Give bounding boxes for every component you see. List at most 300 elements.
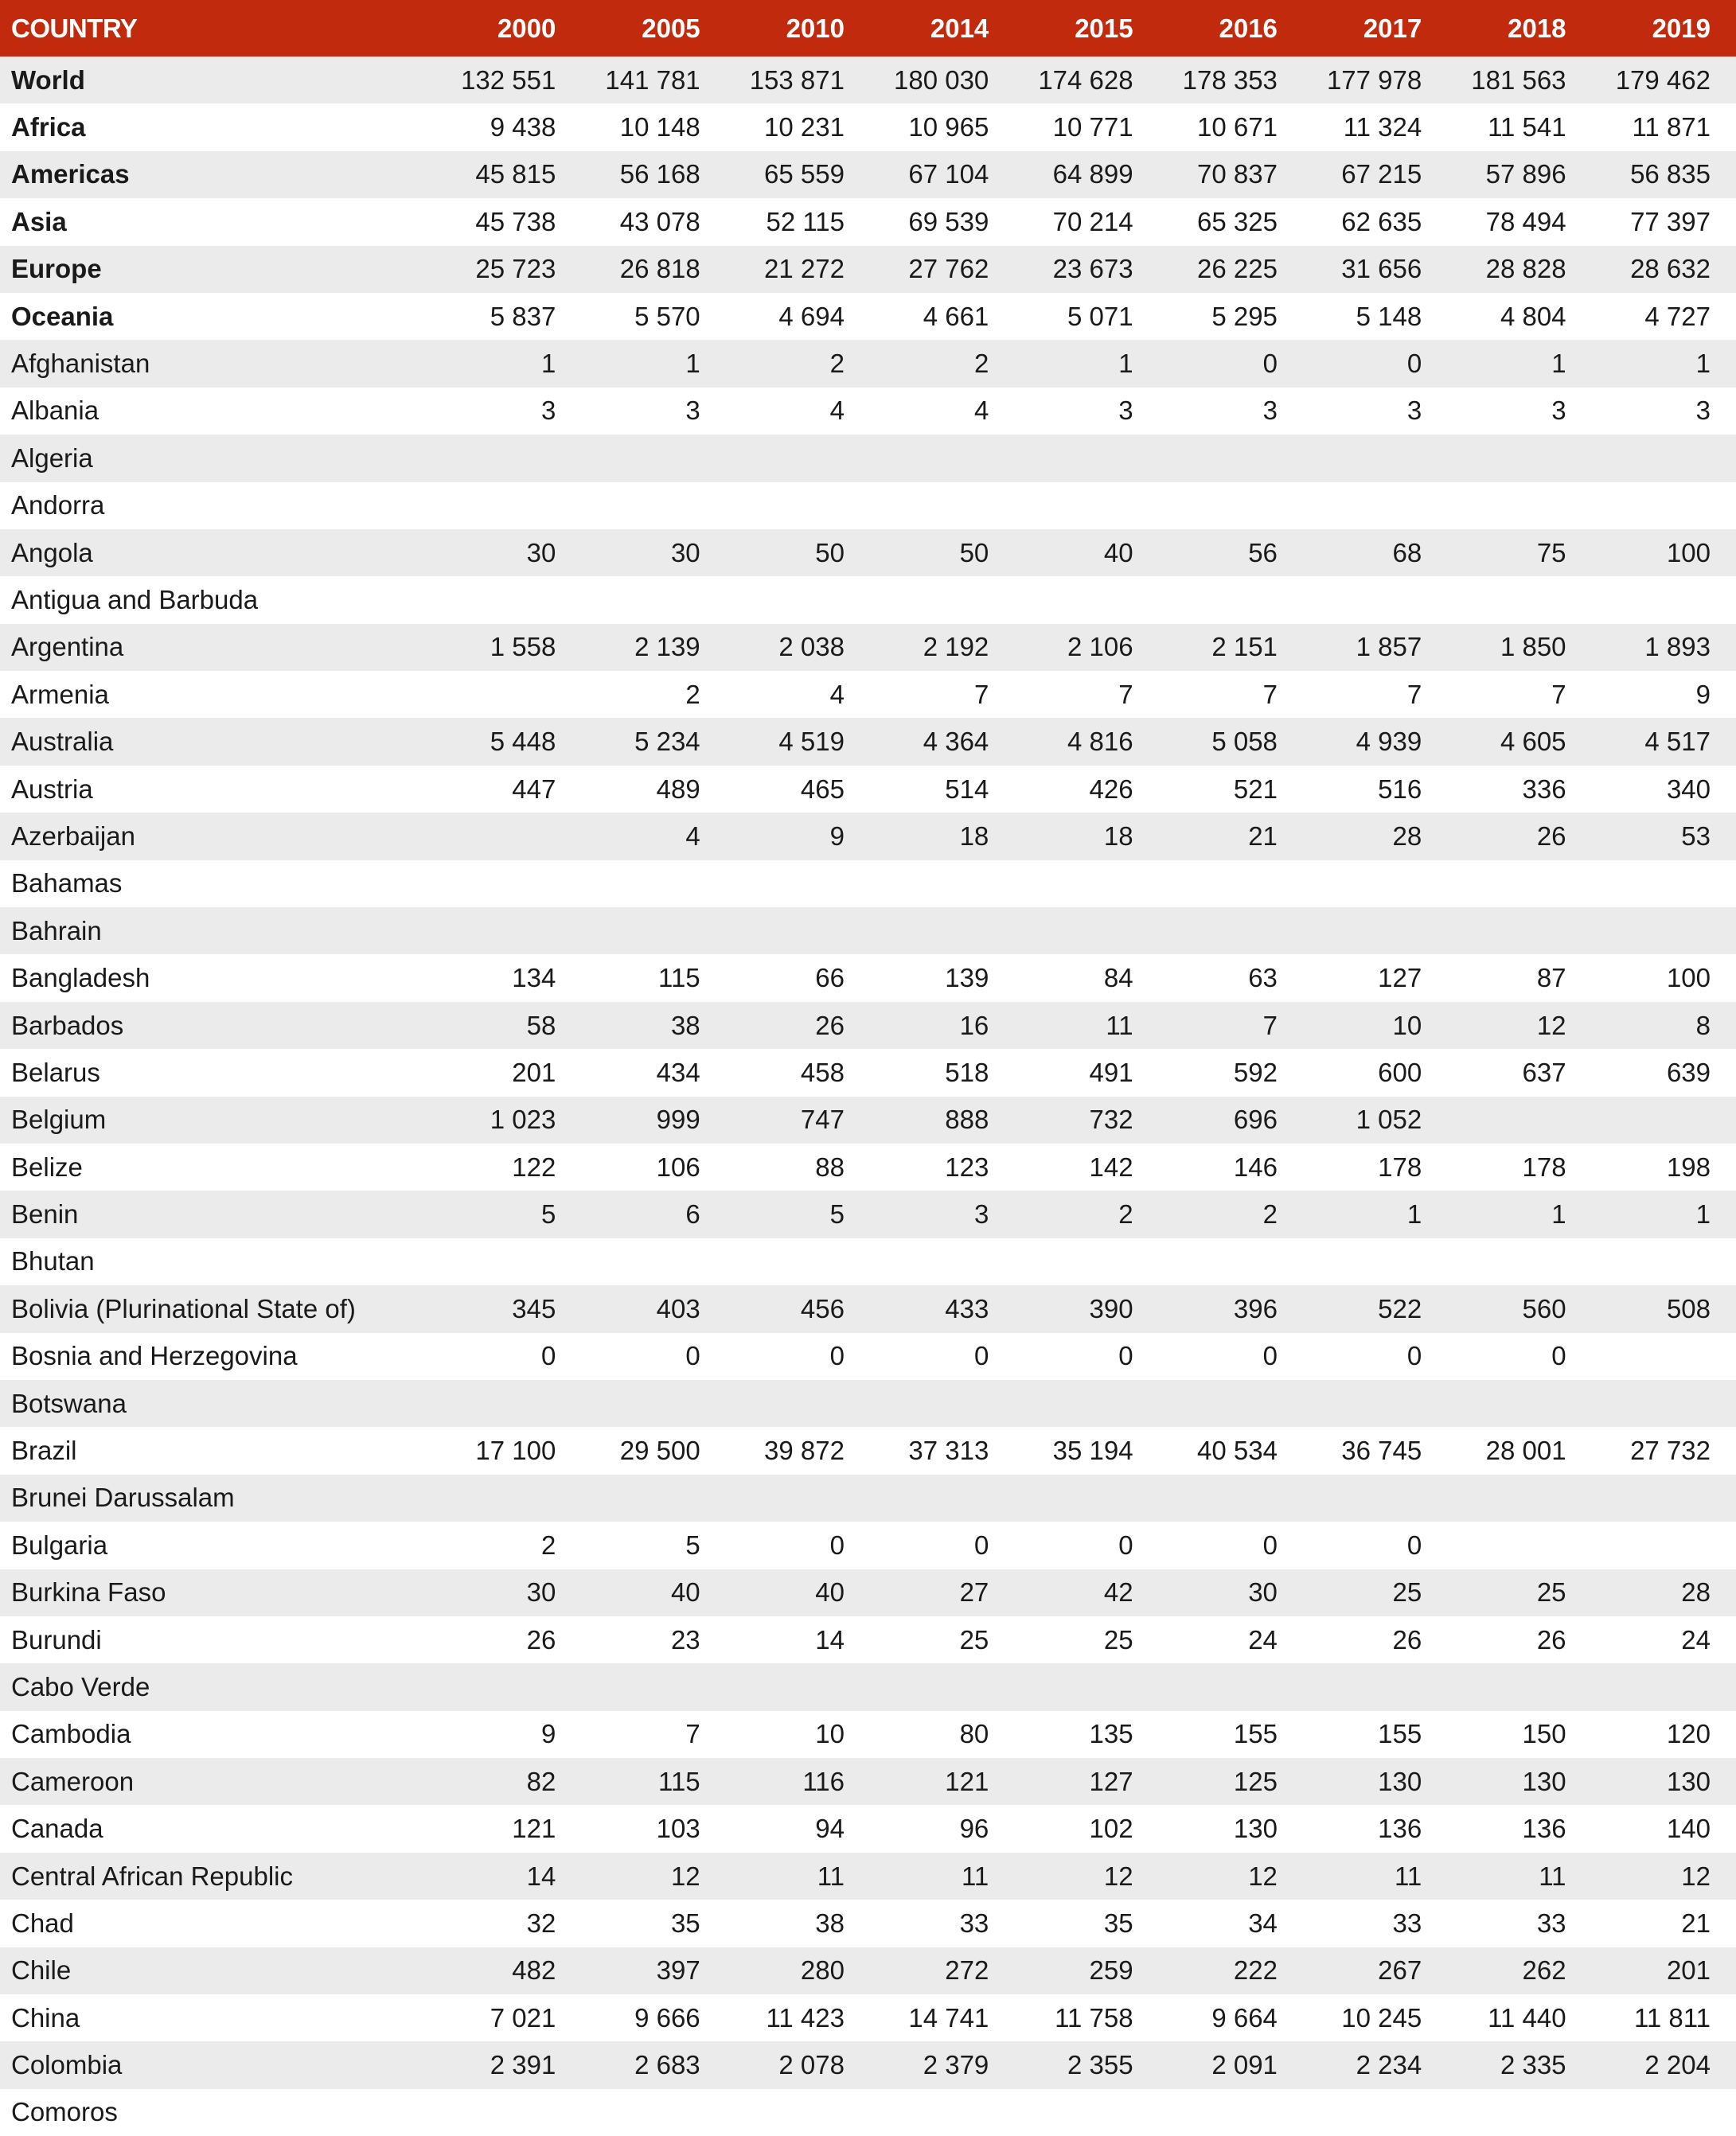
value-cell: 26 818 xyxy=(619,254,700,284)
value-cell: 23 xyxy=(670,1624,700,1655)
value-cell xyxy=(1303,1663,1447,1710)
value-cell: 4 xyxy=(973,396,989,426)
value-cell: 560 xyxy=(1522,1293,1566,1323)
value-cell: 2 379 xyxy=(923,2050,989,2080)
region-row xyxy=(0,103,1736,150)
value-cell: 28 xyxy=(1681,1577,1711,1608)
value-cell xyxy=(1447,1663,1591,1710)
value-cell: 1 893 xyxy=(1644,632,1711,662)
table-row xyxy=(0,1097,1736,1144)
value-cell: 3 xyxy=(685,396,700,426)
value-cell: 14 741 xyxy=(908,2002,989,2033)
value-cell: 130 xyxy=(1378,1766,1422,1796)
value-cell: 1 xyxy=(1551,349,1566,379)
column-header-year: 2000 xyxy=(497,13,556,43)
value-cell: 42 xyxy=(1103,1577,1133,1608)
value-cell xyxy=(1592,1522,1736,1569)
country-name-cell: Benin xyxy=(11,1199,79,1230)
value-cell: 9 xyxy=(541,1719,556,1749)
value-cell xyxy=(870,435,1014,481)
country-name-cell: Cameroon xyxy=(11,1766,135,1796)
value-cell: 134 xyxy=(512,963,556,993)
value-cell: 11 440 xyxy=(1488,2002,1566,2033)
value-cell: 521 xyxy=(1233,774,1278,804)
value-cell: 69 539 xyxy=(908,206,989,236)
value-cell: 174 628 xyxy=(1038,64,1133,95)
value-cell: 1 850 xyxy=(1500,632,1566,662)
value-cell: 5 148 xyxy=(1356,301,1422,331)
value-cell: 120 xyxy=(1666,1719,1711,1749)
value-cell: 25 723 xyxy=(475,254,556,284)
value-cell: 2 xyxy=(1262,1199,1278,1230)
value-cell xyxy=(437,860,581,907)
value-cell: 201 xyxy=(512,1057,556,1087)
table-row xyxy=(0,2041,1736,2088)
value-cell: 0 xyxy=(1118,1341,1133,1371)
value-cell: 18 xyxy=(1103,820,1133,851)
value-cell: 68 xyxy=(1392,537,1422,567)
value-cell: 178 353 xyxy=(1182,64,1278,95)
table-row xyxy=(0,1144,1736,1191)
value-cell xyxy=(1592,907,1736,954)
value-cell: 2 335 xyxy=(1500,2050,1566,2080)
value-cell: 10 148 xyxy=(619,112,700,142)
value-cell: 25 xyxy=(1536,1577,1566,1608)
value-cell: 433 xyxy=(945,1293,989,1323)
value-cell: 3 xyxy=(1118,396,1133,426)
value-cell: 43 078 xyxy=(619,206,700,236)
value-cell: 139 xyxy=(945,963,989,993)
value-cell: 26 xyxy=(1536,820,1566,851)
value-cell: 0 xyxy=(973,1341,989,1371)
country-name-cell: Canada xyxy=(11,1814,103,1844)
value-cell xyxy=(1592,860,1736,907)
value-cell: 65 325 xyxy=(1196,206,1278,236)
value-cell: 4 694 xyxy=(778,301,845,331)
value-cell: 106 xyxy=(656,1152,700,1182)
value-cell: 6 xyxy=(685,1199,700,1230)
table-row xyxy=(0,1049,1736,1096)
value-cell: 7 xyxy=(685,1719,700,1749)
value-cell: 2 683 xyxy=(634,2050,700,2080)
value-cell xyxy=(1159,435,1303,481)
value-cell xyxy=(1303,576,1447,623)
country-name-cell: Argentina xyxy=(11,632,124,662)
value-cell: 9 438 xyxy=(490,112,556,142)
value-cell: 56 168 xyxy=(619,159,700,189)
value-cell: 141 781 xyxy=(605,64,700,95)
value-cell: 178 xyxy=(1378,1152,1422,1182)
value-cell: 26 225 xyxy=(1196,254,1278,284)
country-name-cell: Barbados xyxy=(11,1010,124,1040)
value-cell: 96 xyxy=(959,1814,989,1844)
value-cell: 155 xyxy=(1233,1719,1278,1749)
value-cell: 115 xyxy=(658,1766,700,1796)
value-cell: 62 635 xyxy=(1341,206,1422,236)
value-cell: 11 324 xyxy=(1343,112,1422,142)
value-cell xyxy=(726,1475,870,1522)
table-row xyxy=(0,718,1736,765)
region-row xyxy=(0,246,1736,293)
value-cell: 4 517 xyxy=(1644,727,1711,757)
value-cell: 50 xyxy=(959,537,989,567)
value-cell xyxy=(870,860,1014,907)
value-cell: 28 828 xyxy=(1485,254,1566,284)
table-row xyxy=(0,1002,1736,1049)
value-cell: 65 559 xyxy=(764,159,845,189)
table-row xyxy=(0,1616,1736,1663)
value-cell: 7 xyxy=(973,679,989,709)
value-cell: 9 xyxy=(1695,679,1711,709)
column-header-year: 2005 xyxy=(642,13,700,43)
value-cell xyxy=(437,1475,581,1522)
country-name-cell: China xyxy=(11,2002,80,2033)
value-cell: 30 xyxy=(526,1577,556,1608)
value-cell xyxy=(1592,1475,1736,1522)
table-row xyxy=(0,907,1736,954)
country-name-cell: Bahrain xyxy=(11,915,102,945)
value-cell: 0 xyxy=(1406,349,1422,379)
value-cell: 5 xyxy=(829,1199,845,1230)
country-name-cell: Australia xyxy=(11,727,114,757)
value-cell xyxy=(870,1663,1014,1710)
value-cell: 27 732 xyxy=(1630,1436,1711,1466)
value-cell: 177 978 xyxy=(1326,64,1422,95)
value-cell: 27 xyxy=(959,1577,989,1608)
value-cell: 1 558 xyxy=(490,632,556,662)
country-name-cell: Comoros xyxy=(11,2097,118,2127)
value-cell: 2 xyxy=(685,679,700,709)
table-row xyxy=(0,482,1736,529)
value-cell: 25 xyxy=(959,1624,989,1655)
country-name-cell: Algeria xyxy=(11,442,93,473)
column-header-year: 2019 xyxy=(1652,13,1711,43)
value-cell: 2 139 xyxy=(634,632,700,662)
country-name-cell: Chile xyxy=(11,1955,72,1986)
value-cell xyxy=(1014,435,1158,481)
value-cell xyxy=(870,907,1014,954)
value-cell: 2 xyxy=(1118,1199,1133,1230)
value-cell: 2 355 xyxy=(1067,2050,1133,2080)
value-cell: 0 xyxy=(1262,349,1278,379)
value-cell xyxy=(1592,482,1736,529)
value-cell: 78 494 xyxy=(1485,206,1566,236)
value-cell: 87 xyxy=(1536,963,1566,993)
value-cell: 1 xyxy=(1695,1199,1711,1230)
value-cell: 514 xyxy=(945,774,989,804)
value-cell: 38 xyxy=(815,1908,845,1938)
value-cell: 10 245 xyxy=(1341,2002,1422,2033)
value-cell: 4 661 xyxy=(923,301,989,331)
value-cell: 30 xyxy=(526,537,556,567)
value-cell xyxy=(1014,2089,1158,2136)
value-cell: 390 xyxy=(1089,1293,1133,1323)
value-cell xyxy=(1159,2089,1303,2136)
value-cell: 267 xyxy=(1378,1955,1422,1986)
value-cell: 999 xyxy=(656,1105,700,1135)
value-cell: 24 xyxy=(1248,1624,1278,1655)
value-cell: 153 871 xyxy=(749,64,845,95)
value-cell: 130 xyxy=(1666,1766,1711,1796)
value-cell: 8 xyxy=(1695,1010,1711,1040)
value-cell xyxy=(870,2089,1014,2136)
value-cell xyxy=(581,1663,725,1710)
value-cell: 0 xyxy=(1118,1530,1133,1560)
value-cell: 26 xyxy=(815,1010,845,1040)
value-cell: 11 423 xyxy=(766,2002,845,2033)
value-cell: 1 xyxy=(541,349,556,379)
country-name-cell: Bahamas xyxy=(11,868,123,898)
value-cell: 32 xyxy=(526,1908,556,1938)
value-cell: 345 xyxy=(512,1293,556,1323)
value-cell xyxy=(1159,1380,1303,1427)
country-name-cell: Angola xyxy=(11,537,93,567)
value-cell: 10 xyxy=(1392,1010,1422,1040)
country-name-cell: Antigua and Barbuda xyxy=(11,584,259,614)
value-cell: 136 xyxy=(1378,1814,1422,1844)
value-cell xyxy=(437,1238,581,1285)
value-cell: 26 xyxy=(526,1624,556,1655)
value-cell xyxy=(1014,1475,1158,1522)
table-row xyxy=(0,1380,1736,1427)
value-cell xyxy=(581,435,725,481)
value-cell: 25 xyxy=(1103,1624,1133,1655)
value-cell xyxy=(726,2089,870,2136)
value-cell: 116 xyxy=(802,1766,845,1796)
value-cell xyxy=(726,482,870,529)
value-cell: 0 xyxy=(829,1341,845,1371)
value-cell: 465 xyxy=(800,774,845,804)
country-name-cell: Africa xyxy=(11,112,86,142)
value-cell: 21 xyxy=(1248,820,1278,851)
value-cell: 67 104 xyxy=(908,159,989,189)
value-cell xyxy=(726,1380,870,1427)
value-cell: 14 xyxy=(526,1861,556,1891)
value-cell: 10 965 xyxy=(908,112,989,142)
value-cell: 57 896 xyxy=(1485,159,1566,189)
value-cell: 11 811 xyxy=(1633,2002,1711,2033)
value-cell: 262 xyxy=(1522,1955,1566,1986)
value-cell: 482 xyxy=(512,1955,556,1986)
table-row xyxy=(0,1853,1736,1900)
value-cell: 40 xyxy=(1103,537,1133,567)
value-cell: 2 xyxy=(829,349,845,379)
value-cell xyxy=(581,1380,725,1427)
country-name-cell: Burundi xyxy=(11,1624,102,1655)
value-cell xyxy=(581,907,725,954)
value-cell: 4 xyxy=(829,679,845,709)
value-cell xyxy=(726,1238,870,1285)
value-cell: 50 xyxy=(815,537,845,567)
value-cell xyxy=(1447,860,1591,907)
value-cell: 29 500 xyxy=(619,1436,700,1466)
value-cell xyxy=(1014,1380,1158,1427)
table-row xyxy=(0,1522,1736,1569)
value-cell xyxy=(1303,1380,1447,1427)
table-body xyxy=(0,57,1736,2136)
value-cell: 637 xyxy=(1522,1057,1566,1087)
value-cell: 18 xyxy=(959,820,989,851)
value-cell: 5 xyxy=(541,1199,556,1230)
value-cell: 259 xyxy=(1089,1955,1133,1986)
value-cell xyxy=(1014,860,1158,907)
table-row xyxy=(0,1238,1736,1285)
table-row xyxy=(0,1947,1736,1994)
value-cell: 12 xyxy=(670,1861,700,1891)
table-row xyxy=(0,624,1736,671)
value-cell: 7 xyxy=(1551,679,1566,709)
value-cell: 4 816 xyxy=(1067,727,1133,757)
value-cell xyxy=(726,907,870,954)
country-name-cell: Brazil xyxy=(11,1436,77,1466)
value-cell: 21 272 xyxy=(764,254,845,284)
value-cell xyxy=(870,1238,1014,1285)
value-cell: 14 xyxy=(815,1624,845,1655)
table-row xyxy=(0,576,1736,623)
value-cell xyxy=(1303,2089,1447,2136)
value-cell xyxy=(437,482,581,529)
value-cell: 10 771 xyxy=(1052,112,1133,142)
value-cell: 2 234 xyxy=(1356,2050,1422,2080)
value-cell: 27 762 xyxy=(908,254,989,284)
value-cell: 11 xyxy=(1539,1861,1566,1891)
value-cell: 592 xyxy=(1233,1057,1278,1087)
value-cell: 30 xyxy=(1248,1577,1278,1608)
value-cell: 10 671 xyxy=(1196,112,1278,142)
value-cell: 12 xyxy=(1536,1010,1566,1040)
value-cell: 5 234 xyxy=(634,727,700,757)
value-cell: 732 xyxy=(1089,1105,1133,1135)
value-cell xyxy=(581,2089,725,2136)
value-cell: 84 xyxy=(1103,963,1133,993)
value-cell xyxy=(437,907,581,954)
value-cell: 2 078 xyxy=(778,2050,845,2080)
value-cell: 7 021 xyxy=(490,2002,556,2033)
value-cell xyxy=(1014,1238,1158,1285)
value-cell: 180 030 xyxy=(894,64,989,95)
value-cell: 9 xyxy=(829,820,845,851)
value-cell xyxy=(1303,907,1447,954)
value-cell: 35 xyxy=(1103,1908,1133,1938)
value-cell xyxy=(1303,1238,1447,1285)
value-cell: 64 899 xyxy=(1052,159,1133,189)
value-cell: 2 204 xyxy=(1644,2050,1711,2080)
column-header-year: 2016 xyxy=(1219,13,1278,43)
value-cell xyxy=(1447,482,1591,529)
value-cell: 600 xyxy=(1378,1057,1422,1087)
value-cell xyxy=(1447,576,1591,623)
value-cell: 3 xyxy=(1262,396,1278,426)
value-cell xyxy=(581,1238,725,1285)
value-cell: 3 xyxy=(541,396,556,426)
value-cell: 39 872 xyxy=(764,1436,845,1466)
value-cell: 94 xyxy=(815,1814,845,1844)
value-cell xyxy=(581,482,725,529)
table-row xyxy=(0,435,1736,481)
value-cell xyxy=(1447,1380,1591,1427)
value-cell: 115 xyxy=(658,963,700,993)
country-name-cell: Colombia xyxy=(11,2050,123,2080)
table-row xyxy=(0,860,1736,907)
value-cell: 2 xyxy=(973,349,989,379)
value-cell: 0 xyxy=(829,1530,845,1560)
value-cell: 1 xyxy=(1551,1199,1566,1230)
value-cell xyxy=(1592,1097,1736,1144)
value-cell xyxy=(437,2089,581,2136)
country-name-cell: Central African Republic xyxy=(11,1861,294,1891)
value-cell: 63 xyxy=(1248,963,1278,993)
value-cell: 222 xyxy=(1233,1955,1278,1986)
value-cell: 103 xyxy=(656,1814,700,1844)
value-cell: 456 xyxy=(800,1293,845,1323)
value-cell: 150 xyxy=(1522,1719,1566,1749)
value-cell: 31 656 xyxy=(1341,254,1422,284)
country-name-cell: Armenia xyxy=(11,679,109,709)
column-header-year: 2015 xyxy=(1075,13,1133,43)
table-row xyxy=(0,2089,1736,2136)
value-cell: 10 xyxy=(815,1719,845,1749)
value-cell: 508 xyxy=(1666,1293,1711,1323)
value-cell xyxy=(1159,860,1303,907)
value-cell xyxy=(1447,435,1591,481)
value-cell: 397 xyxy=(656,1955,700,1986)
table-row xyxy=(0,1994,1736,2041)
table-row xyxy=(0,954,1736,1001)
value-cell: 122 xyxy=(512,1152,556,1182)
value-cell: 12 xyxy=(1248,1861,1278,1891)
country-name-cell: Bulgaria xyxy=(11,1530,108,1560)
value-cell: 3 xyxy=(1551,396,1566,426)
value-cell: 82 xyxy=(526,1766,556,1796)
value-cell: 1 xyxy=(685,349,700,379)
country-name-cell: Chad xyxy=(11,1908,74,1938)
value-cell: 458 xyxy=(800,1057,845,1087)
value-cell xyxy=(726,860,870,907)
country-name-cell: Asia xyxy=(11,206,67,236)
table-row xyxy=(0,1805,1736,1852)
value-cell: 33 xyxy=(1392,1908,1422,1938)
value-cell xyxy=(437,435,581,481)
region-row xyxy=(0,151,1736,198)
value-cell: 0 xyxy=(1406,1341,1422,1371)
country-name-cell: Albania xyxy=(11,396,99,426)
table-row xyxy=(0,1663,1736,1710)
country-name-cell: Belarus xyxy=(11,1057,100,1087)
country-name-cell: Bosnia and Herzegovina xyxy=(11,1341,298,1371)
value-cell xyxy=(1159,907,1303,954)
value-cell xyxy=(726,1663,870,1710)
value-cell: 336 xyxy=(1522,774,1566,804)
value-cell: 9 666 xyxy=(634,2002,700,2033)
value-cell: 23 673 xyxy=(1052,254,1133,284)
value-cell: 1 xyxy=(1406,1199,1422,1230)
value-cell xyxy=(1592,1238,1736,1285)
value-cell: 491 xyxy=(1089,1057,1133,1087)
column-header-country: COUNTRY xyxy=(11,13,138,43)
country-name-cell: Belgium xyxy=(11,1105,107,1135)
value-cell: 24 xyxy=(1681,1624,1711,1655)
value-cell: 0 xyxy=(685,1341,700,1371)
value-cell: 38 xyxy=(670,1010,700,1040)
value-cell: 1 857 xyxy=(1356,632,1422,662)
value-cell: 747 xyxy=(800,1105,845,1135)
value-cell xyxy=(726,435,870,481)
value-cell: 88 xyxy=(815,1152,845,1182)
value-cell: 1 052 xyxy=(1356,1105,1422,1135)
value-cell xyxy=(1159,1238,1303,1285)
value-cell xyxy=(1303,860,1447,907)
value-cell: 0 xyxy=(541,1341,556,1371)
